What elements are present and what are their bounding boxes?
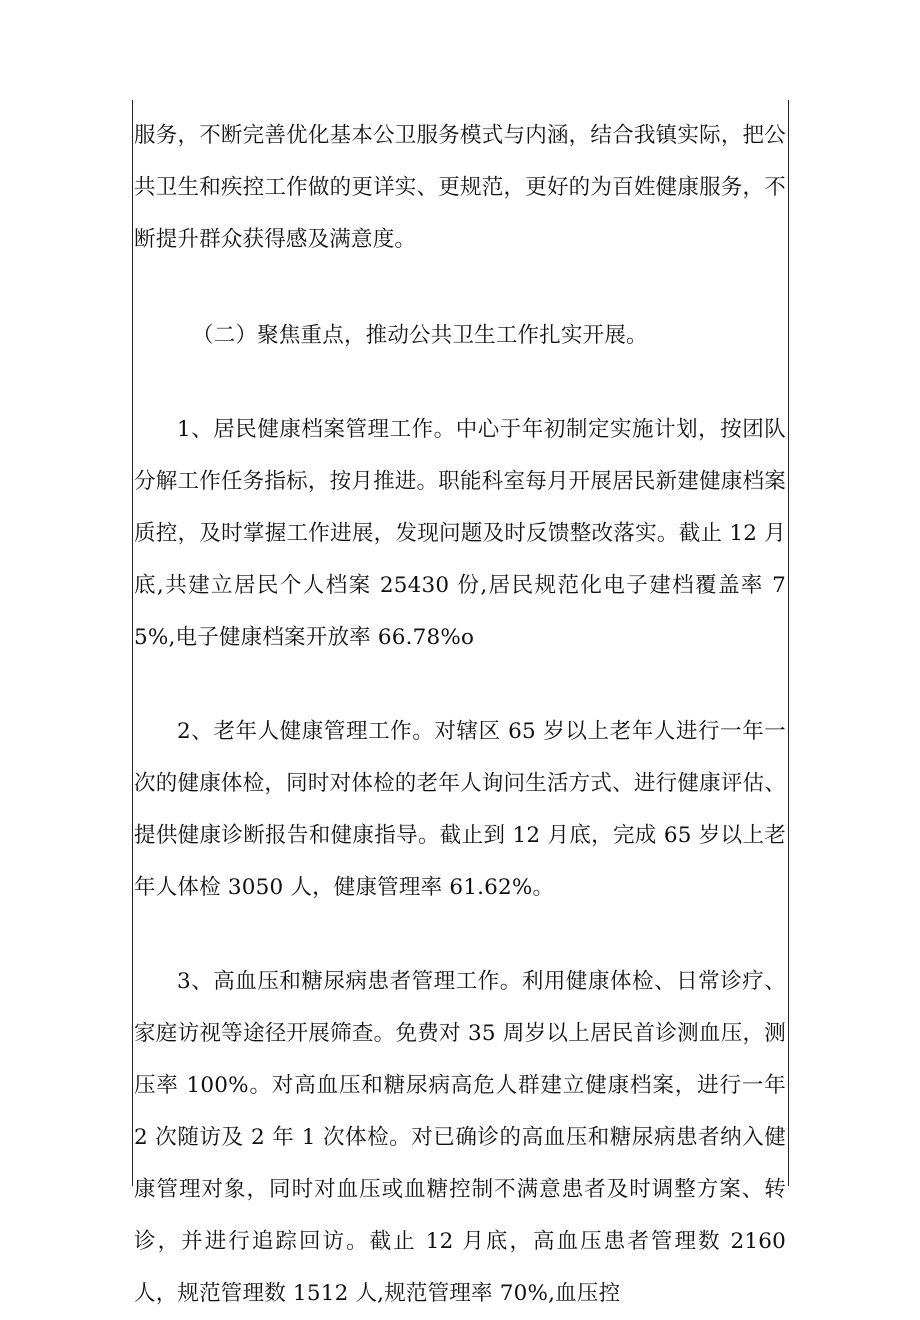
elderly-health-paragraph: 2、老年人健康管理工作。对辖区 65 岁以上老年人进行一年一次的健康体检，同时对体检的老年人询问生活方式、进行健康评估、提供健康诊断报告和健康指导。截止到 12 月底，完成 65 岁以上老年人体检 3050 人，健康管理率 61.62%。 bbox=[134, 719, 786, 900]
section-heading: （二）聚焦重点，推动公共卫生工作扎实开展。 bbox=[192, 323, 648, 348]
continued-paragraph: 服务，不断完善优化基本公卫服务模式与内涵，结合我镇实际，把公共卫生和疾控工作做的更详实、更规范，更好的为百姓健康服务，不断提升群众获得感及满意度。 bbox=[134, 123, 786, 252]
hypertension-diabetes-paragraph: 3、高血压和糖尿病患者管理工作。利用健康体检、日常诊疗、家庭访视等途径开展筛查。免费对 35 周岁以上居民首诊测血压，测压率 100%。对高血压和糖尿病高危人群建立健康档案，进行一年 2 次随访及 2 年 1 次体检。对已确诊的高血压和糖尿病患者纳入健康管理对象，同时对血压或血糖控制不满意患者及时调整方案、转诊，并进行追踪回访。截止 12 月底，高血压患者管理数 2160 人，规范管理数 1512 人,规范管理率 70%,血压控 bbox=[134, 969, 786, 1306]
health-records-paragraph: 1、居民健康档案管理工作。中心于年初制定实施计划，按团队分解工作任务指标，按月推进。职能科室每月开展居民新建健康档案质控，及时掌握工作进展，发现问题及时反馈整改落实。截止 12 月底,共建立居民个人档案 25430 份,居民规范化电子建档覆盖率 75%,电子健康档案开放率 66.78%o bbox=[134, 417, 786, 650]
document-body bbox=[134, 110, 786, 1320]
left-border-line bbox=[132, 100, 133, 1186]
right-border-line bbox=[788, 100, 789, 1186]
